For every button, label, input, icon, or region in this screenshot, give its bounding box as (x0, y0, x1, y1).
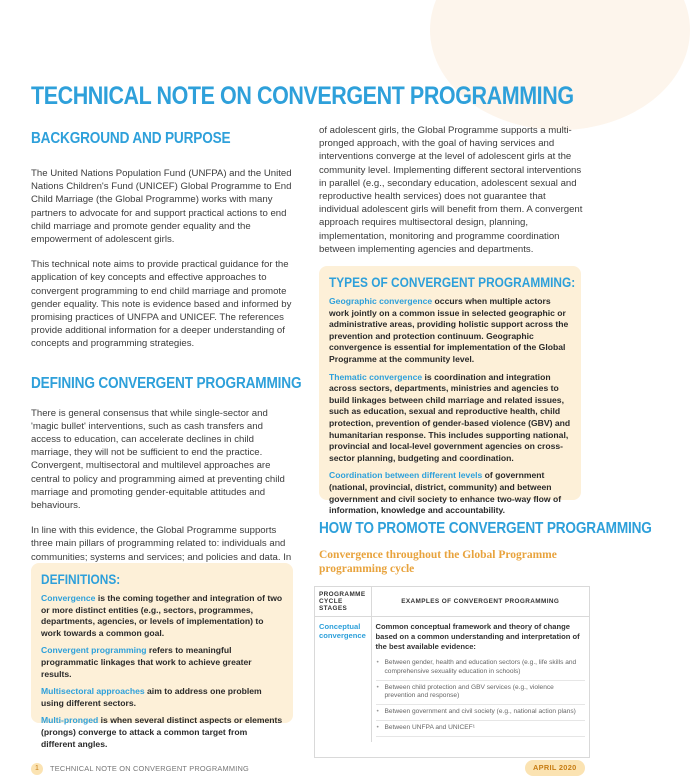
definition-term: Convergence (41, 593, 96, 603)
page-title: TECHNICAL NOTE ON CONVERGENT PROGRAMMING (31, 82, 574, 110)
definition-term: Multi-pronged (41, 715, 99, 726)
table-cell-examples (371, 617, 589, 742)
definition-text: refers to meaningful programmatic linkages that work to achieve greater results. (41, 645, 252, 679)
types-box (319, 266, 581, 516)
examples-bullet-list (376, 656, 586, 737)
right-intro-paragraph: of adolescent girls, the Global Programme supports a multi-pronged approach, with the goal of having services and interventions converge at the level of adolescent girls at the community level. Implementing different sectoral interventions in parallel (e.g., secondary education, adolescent sexual and reproductive health services) does not guarantee that individual adolescent girls will benefit from them. A convergent approach requires multisectoral design, planning, implementation, monitoring and programme coordination between implementing agencies and departments. (319, 125, 583, 255)
type-item (329, 296, 571, 366)
definition-term: Convergent programming (41, 645, 147, 656)
definition-item (41, 593, 283, 639)
defining-paragraph-2: In line with this evidence, the Global Programme supports three main pillars of programming related to: individuals and communities; systems and services; and policies and data. In (31, 525, 292, 563)
type-text: of government (national, provincial, district, community) and between government and civil society to enhance two-way flow of information, knowledge and accountability. (329, 470, 562, 516)
footer-text: TECHNICAL NOTE ON CONVERGENT PROGRAMMING (50, 764, 249, 773)
type-term: Geographic convergence (329, 296, 433, 306)
type-item (329, 470, 571, 516)
definition-text: is the coming together and integration of two or more distinct entities (e.g., sectors, programmes, departments, agencies, or levels of implementation) to work towards a common goal. (41, 593, 283, 638)
definition-item (41, 715, 283, 750)
table-cell-intro: Common conceptual framework and theory of change based on a common understanding and interpretation of the best available evidence: (375, 622, 580, 651)
table-row (315, 617, 589, 742)
type-text: occurs when multiple actors work jointly on a common issue in selected geographic or administrative areas, providing holistic support across the prevention and protection continuum. Geographic convergence is essential for implementation of the Global Programme at the community level. (329, 296, 569, 364)
background-paragraph-2: This technical note aims to provide practical guidance for the application of key concepts and effective approaches to convergent programming to end child marriage and promote gender equality. This note is evidence based and informed by promising practices of UNFPA and UNICEF. The references provide additional information for a deeper understanding of concepts and programming strategies. (31, 259, 292, 350)
page-number: 1 (31, 763, 43, 775)
list-item: • Between UNFPA and UNICEF¹ (376, 721, 586, 737)
promote-heading: HOW TO PROMOTE CONVERGENT PROGRAMMING (319, 520, 652, 537)
footer-date: APRIL 2020 (525, 760, 585, 776)
definitions-list (41, 593, 283, 750)
programme-cycle-table (314, 586, 590, 758)
type-item (329, 372, 571, 465)
left-column (31, 130, 302, 577)
promote-subheading: Convergence throughout the Global Programme programming cycle (319, 549, 557, 575)
right-column (319, 124, 585, 256)
background-heading: BACKGROUND AND PURPOSE (31, 130, 231, 147)
type-term: Thematic convergence (329, 371, 423, 382)
definition-text: aim to address one problem using different sectors. (41, 686, 262, 708)
types-heading: TYPES OF CONVERGENT PROGRAMMING: (329, 275, 576, 290)
list-item: • Between child protection and GBV services (e.g., violence prevention and response) (376, 681, 586, 706)
definitions-heading: DEFINITIONS: (41, 572, 121, 587)
table-cell-stage: Conceptual convergence (319, 622, 366, 640)
types-list (329, 296, 571, 517)
list-item: • Between government and civil society (e.g., national action plans) (376, 705, 586, 721)
definition-text: is when several distinct aspects or elements (prongs) converge to attack a common target from different angles. (41, 715, 283, 749)
definitions-box (31, 563, 293, 749)
definition-item (41, 686, 283, 709)
background-paragraph-1: The United Nations Population Fund (UNFPA) and the United Nations Children's Fund (UNICEF) Global Programme to End Child Marriage (the Global Programme) works with many partners to advocate for and support practical actions to end child marriage and promote gender equality and the empowerment of adolescent girls. (31, 168, 292, 246)
type-term: Coordination between different levels (329, 470, 483, 481)
table-header-stages: PROGRAMME CYCLE STAGES (315, 587, 371, 617)
definition-term: Multisectoral approaches (41, 686, 145, 697)
table-header-row (315, 587, 589, 617)
type-text: is coordination and integration across sectors, departments, ministries and agencies to build linkages between child marriage and related issues, such as education, sexual and reproductive health, child protection, prevention of gender-based violence (GBV) and humanitarian response. This includes supporting national, provincial and local-level government agencies on cross-sector planning, budgeting and coordination. (329, 371, 571, 463)
definition-item (41, 645, 283, 680)
defining-heading: DEFINING CONVERGENT PROGRAMMING (31, 374, 302, 392)
defining-paragraph-1: There is general consensus that while single-sector and 'magic bullet' interventions, such as cash transfers and access to education, can accelerate declines in child marriage, they will not be sufficient to end the practice. Convergent, multisectoral and multilevel approaches are central to policy and programming aimed at preventing child marriage and promoting gender-equitable attitudes and behaviours. (31, 407, 285, 512)
list-item: • Between gender, health and education sectors (e.g., life skills and comprehensive sexuality education in schools) (376, 656, 586, 681)
table-header-examples: EXAMPLES OF CONVERGENT PROGRAMMING (371, 587, 589, 617)
